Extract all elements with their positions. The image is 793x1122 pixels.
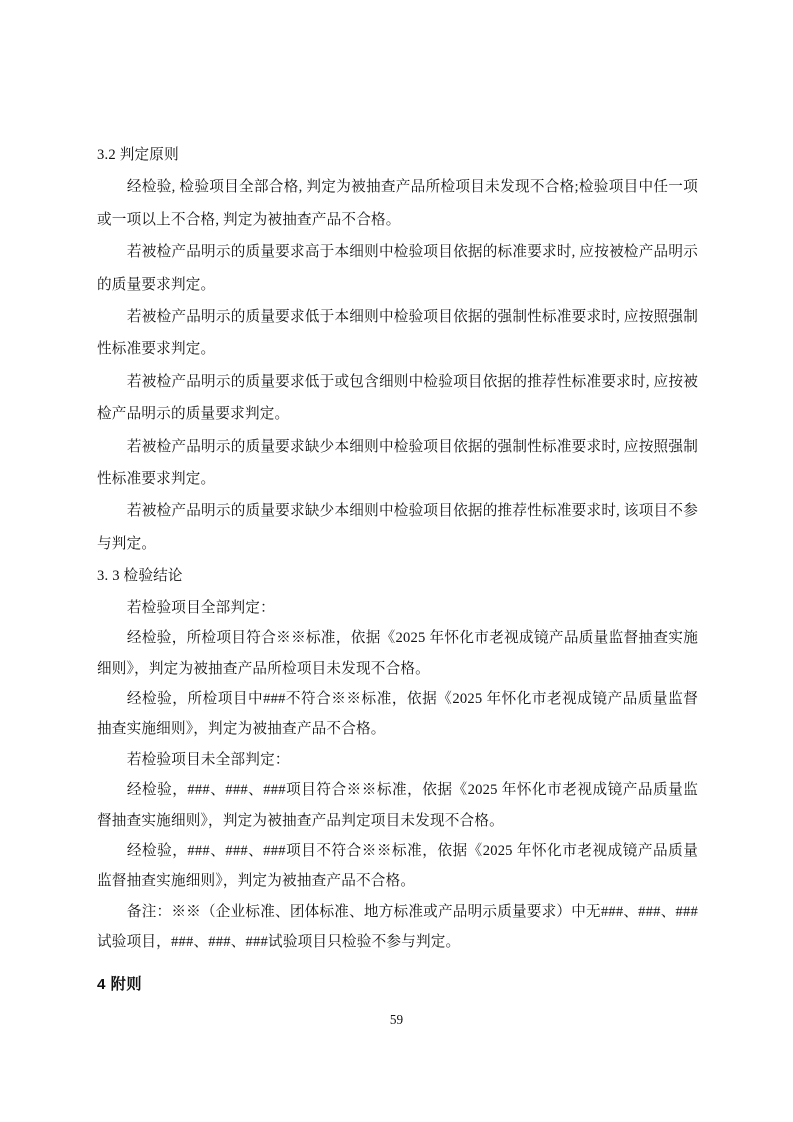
paragraph: 若检验项目未全部判定： xyxy=(126,751,290,768)
paragraph: 若被检产品明示的质量要求高于本细则中检验项目依据的标准要求时, 应按被检产品明示的质量要求判定。 xyxy=(97,244,698,293)
document-content xyxy=(97,139,698,1000)
paragraph: 经检验, 检验项目全部合格, 判定为被抽查产品所检项目未发现不合格;检验项目中任一项或一项以上不合格, 判定为被抽查产品不合格。 xyxy=(97,179,698,228)
paragraph: 经检验，所检项目符合※※标准，依据《2025 年怀化市老视成镜产品质量监督抽查实施细则》，判定为被抽查产品所检项目未发现不合格。 xyxy=(97,630,698,677)
paragraph: 若被检产品明示的质量要求缺少本细则中检验项目依据的推荐性标准要求时, 该项目不参与判定。 xyxy=(97,503,698,552)
paragraph: 经检验，所检项目中###不符合※※标准，依据《2025 年怀化市老视成镜产品质量监督抽查实施细则》，判定为被抽查产品不合格。 xyxy=(97,690,698,738)
paragraph: 经检验，###、###、###项目符合※※标准，依据《2025 年怀化市老视成镜产品质量监督抽查实施细则》，判定为被抽查产品判定项目未发现不合格。 xyxy=(97,782,698,829)
section-3-3-heading: 3. 3 检验结论 xyxy=(97,568,183,585)
paragraph: 若被检产品明示的质量要求缺少本细则中检验项目依据的强制性标准要求时, 应按照强制性标准要求判定。 xyxy=(97,438,698,488)
page-number: 59 xyxy=(389,1012,404,1027)
paragraph: 若被检产品明示的质量要求低于或包含细则中检验项目依据的推荐性标准要求时, 应按被检产品明示的质量要求判定。 xyxy=(97,373,698,423)
section-3-2-heading: 3.2 判定原则 xyxy=(97,147,179,163)
paragraph: 若被检产品明示的质量要求低于本细则中检验项目依据的强制性标准要求时, 应按照强制性标准要求判定。 xyxy=(97,309,698,358)
paragraph: 经检验，###、###、###项目不符合※※标准，依据《2025 年怀化市老视成镜产品质量监督抽查实施细则》，判定为被抽查产品不合格。 xyxy=(97,842,698,890)
section-4-heading: 4 附则 xyxy=(97,975,143,993)
paragraph: 备注：※※（企业标准、团体标准、地方标准或产品明示质量要求）中无###、###、###试验项目，###、###、###试验项目只检验不参与判定。 xyxy=(97,903,698,951)
paragraph: 若检验项目全部判定： xyxy=(126,599,275,616)
